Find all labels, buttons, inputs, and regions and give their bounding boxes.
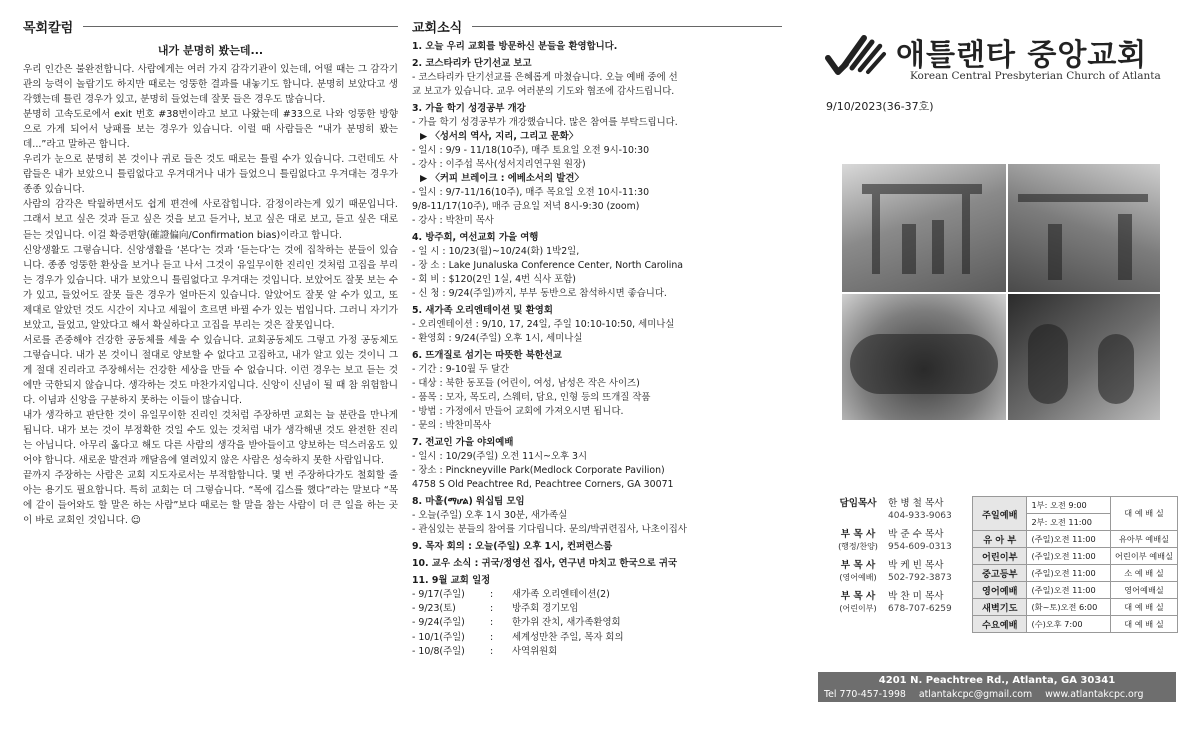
schedule-colon: :	[490, 631, 494, 643]
pastor-role-title: 부 목 사	[840, 560, 876, 571]
church-info	[806, 0, 1178, 729]
service-row	[973, 565, 1178, 582]
service-name: 영어예배	[973, 582, 1027, 599]
church-name-english: Korean Central Presbyterian Church of Atlanta	[910, 70, 1161, 82]
service-row	[973, 548, 1178, 565]
service-time: (주일)오전 11:00	[1027, 531, 1111, 548]
news-item-title: 3. 가을 학기 성경공부 개강	[412, 103, 526, 114]
pastor-role	[832, 591, 884, 615]
service-place: 유아부 예배실	[1111, 531, 1178, 548]
news-item-title: 9. 목자 회의 : 오늘(주일) 오후 1시, 컨퍼런스룸	[412, 541, 613, 552]
news-item-line: - 품목 : 모자, 목도리, 스웨터, 담요, 인형 등의 뜨개질 작품	[412, 392, 651, 403]
pastor-role	[832, 560, 884, 584]
church-address: 4201 N. Peachtree Rd., Atlanta, GA 30341	[878, 675, 1116, 686]
pastor-phone: 502-792-3873	[888, 573, 952, 583]
column-paragraph: 내가 생각하고 판단한 것이 유일무이한 진리인 것처럼 주장하면 교회는 늘 분란을 만나게 됩니다. 내가 보는 것이 부정확한 것일 수도 있는 것처럼 내가 생각해낸 것도 완전한 진리는 아닙니다. 아무리 옳다고 해도 다른 사람의 생각을 받아들이고 양보하는 덕스러움도 있어야 합니다. 새로운 발견과 깨달음에 열려있지 않은 사람은 성숙하지 못한 사람입니다.	[23, 410, 398, 467]
news-item-line: - 일 시 : 10/23(월)~10/24(화) 1박2일,	[412, 246, 580, 257]
schedule-title: 11. 9월 교회 일정	[412, 575, 491, 586]
news-item-title: 7. 전교인 가을 야외예배	[412, 437, 514, 448]
service-name: 유 아 부	[973, 531, 1027, 548]
news-item-line: - 신 청 : 9/24(주일)까지, 부부 동반으로 참석하시면 좋습니다.	[412, 288, 667, 299]
contact-line	[818, 688, 1176, 701]
news-header-label: 교회소식	[412, 20, 463, 36]
schedule-date: - 9/17(주일)	[412, 589, 465, 600]
church-name-korean: 애틀랜타 중앙교회	[896, 38, 1148, 73]
column-paragraph: 서로를 존중해야 건강한 공동체를 세울 수 있습니다. 교회공동체도 그렇고 가정 공동체도 그렇습니다. 내가 본 것이니 절대로 양보할 수 없다고 고집하고, 내가 알고 있는 것이니 그게 절대 진리라고 주장해서는 건강한 세상을 만들 수 없습니다. 이런 경우는 보고 듣는 것에만 국한되지 않습니다. 생각하는 것도 마찬가지입니다. 신앙이 신념이 될 때 참 위험합니다. 이념과 신앙을 구분하지 못하는 이들이 많습니다.	[23, 334, 398, 407]
service-time: (화~토)오전 6:00	[1027, 599, 1111, 616]
schedule-date: - 10/8(주일)	[412, 645, 465, 657]
phone-number: Tel 770-457-1998	[824, 689, 906, 700]
news-item-line: - 일시 : 10/29(주일) 오전 11시~오후 3시	[412, 451, 588, 462]
study-course-line: - 일시 : 9/7-11/16(10주), 매주 목요일 오전 10시-11:30	[412, 187, 650, 198]
service-time: (주일)오전 11:00	[1027, 565, 1111, 582]
pastor-entry	[832, 560, 980, 584]
service-time: 1부: 오전 9:00	[1027, 497, 1111, 514]
study-course-line: 9/8-11/17(10주), 매주 금요일 저녁 8시-9:30 (zoom)	[412, 201, 640, 212]
column-body	[23, 62, 398, 528]
service-name: 수요예배	[973, 616, 1027, 633]
pastor-role-sub: (행정/찬양)	[838, 542, 878, 551]
service-row	[973, 616, 1178, 633]
pastoral-column	[23, 0, 398, 528]
study-course-title: ▶ 〈커피 브레이크 : 에베소서의 발견〉	[420, 173, 584, 184]
schedule-date: - 9/24(주일)	[412, 617, 465, 629]
pastor-entry	[832, 591, 980, 615]
service-name: 주일예배	[973, 497, 1027, 531]
email-address[interactable]: atlantakcpc@gmail.com	[918, 689, 1033, 700]
news-item-line: - 가을 학기 성경공부가 개강했습니다. 많은 참여를 부탁드립니다.	[412, 117, 678, 128]
service-row	[973, 582, 1178, 599]
schedule-row	[412, 602, 782, 616]
schedule-colon: :	[490, 589, 494, 600]
news-item-line: - 오리엔테이션 : 9/10, 17, 24일, 주일 10:10-10:50, 세미나실	[412, 319, 675, 330]
pastor-role-sub: (영어예배)	[839, 573, 877, 582]
mission-photo-construction	[842, 164, 1006, 292]
news-item-line: - 방법 : 가정에서 만들어 교회에 가져오시면 됩니다.	[412, 406, 624, 417]
pastor-list	[832, 498, 980, 622]
news-item-line: - 관심있는 분들의 참여를 기다립니다. 문의/박귀련집사, 나초이집사	[412, 524, 687, 535]
news-item-title: 1. 오늘 우리 교회를 방문하신 분들을 환영합니다.	[412, 41, 618, 52]
pastor-entry	[832, 498, 980, 522]
service-row	[973, 497, 1178, 514]
schedule-event: 한가위 잔치, 새가족환영회	[512, 617, 621, 629]
schedule-row	[412, 588, 782, 602]
service-time: (주일)오전 11:00	[1027, 548, 1111, 565]
schedule-event: 방주회 경기모임	[512, 603, 579, 615]
schedule-colon: :	[490, 603, 494, 615]
pastor-phone: 954-609-0313	[888, 542, 952, 552]
service-name: 중고등부	[973, 565, 1027, 582]
column-header-label: 목회칼럼	[23, 20, 74, 36]
service-place: 대 예 배 실	[1111, 599, 1178, 616]
column-paragraph: 우리가 눈으로 분명히 본 것이나 귀로 들은 것도 때로는 틀릴 수가 있습니다. 그런데도 사람들은 내가 보았으니 틀림없다고 우겨대거나 내가 들었으니 틀림없다고 우겨대는 경우가 종종 있습니다.	[23, 154, 398, 196]
service-place: 소 예 배 실	[1111, 565, 1178, 582]
mission-photo-children	[1008, 294, 1160, 420]
service-time: (주일)오전 11:00	[1027, 582, 1111, 599]
news-item-line: - 회 비 : $120(2인 1실, 4번 식사 포함)	[412, 274, 576, 285]
schedule-row	[412, 631, 782, 645]
column-paragraph: 신앙생활도 그렇습니다. 신앙생활을 ‘본다’는 것과 ‘듣는다’는 것에 집착하는 분들이 있습니다. 종종 엉뚱한 환상을 보거나 듣고 나서 그것이 유일무이한 진리인 것처럼 고집을 부리는 경우가 있습니다. 내가 보았으니 틀림없다고 우겨대는 것입니다. 보았어도 잘못 보는 수가 있고, 들었어도 잘못 들은 경우가 얼마든지 있습니다. 알았어도 잘못 알 수가 있고, 또 제대로 알았던 것도 시간이 지나고 세월이 흐르면 바뀔 수가 있는 법입니다. 그러니 자기가 보았고, 들었고, 알았다고 해서 확실하다고 고집을 부리는 것은 잘못입니다.	[23, 244, 398, 331]
news-item-line: - 코스타리카 단기선교를 은혜롭게 마쳤습니다. 오늘 예배 중에 선	[412, 72, 678, 83]
service-place: 영어예배실	[1111, 582, 1178, 599]
news-item-line: - 환영회 : 9/24(주일) 오후 1시, 세미나실	[412, 333, 583, 344]
schedule-row	[412, 616, 782, 630]
news-item-line: - 장 소 : Lake Junaluska Conference Center, North Carolina	[412, 260, 684, 271]
news-list	[412, 40, 782, 659]
pastor-role-title: 부 목 사	[840, 591, 876, 602]
column-section-header	[23, 16, 398, 36]
news-item-title: 5. 새가족 오리엔테이션 및 환영회	[412, 305, 553, 316]
schedule-date: - 10/1(주일)	[412, 631, 465, 643]
contact-footer	[818, 672, 1176, 702]
study-course-line: - 강사 : 박찬미 목사	[412, 215, 494, 226]
worship-schedule-table	[972, 496, 1178, 633]
pastor-entry	[832, 529, 980, 553]
news-item-line: - 대상 : 북한 동포들 (어린이, 여성, 남성은 작은 사이즈)	[412, 378, 640, 389]
pastor-role	[832, 529, 884, 553]
schedule-event: 사역위원회	[512, 645, 558, 657]
news-item-line: 교 보고가 있습니다. 교우 여러분의 기도와 협조에 감사드립니다.	[412, 86, 675, 97]
pastor-name: 박 케 빈 목사	[888, 560, 944, 571]
schedule-event: 새가족 오리엔테이션(2)	[512, 589, 610, 600]
news-item-line: - 문의 : 박찬미목사	[412, 420, 491, 431]
service-name: 새벽기도	[973, 599, 1027, 616]
mission-team-group-photo	[842, 294, 1006, 420]
news-item-line: 4758 S Old Peachtree Rd, Peachtree Corners, GA 30071	[412, 479, 674, 490]
column-paragraph: 사람의 감각은 탁월하면서도 쉽게 편견에 사로잡힙니다. 감정이라는게 있기 때문입니다. 그래서 보고 싶은 것과 듣고 싶은 것을 보고 듣거나, 보고 싶은 대로 보고, 듣고 싶은 대로 듣는 것입니다. 이걸 확증편향(確證偏向/Confirmation bias)이라고 합니다.	[23, 199, 398, 241]
service-row	[973, 531, 1178, 548]
service-time: 2부: 오전 11:00	[1027, 514, 1111, 531]
pastor-role	[832, 498, 884, 522]
column-paragraph: 우리 인간은 불완전합니다. 사람에게는 여러 가지 감각기관이 있는데, 어떨 때는 그 감각기관의 능력이 놀랍기도 하지만 때로는 엉뚱한 결과를 내놓기도 합니다. 분명히 보았다고 생각했는데 틀린 경우가 있고, 분명히 들었는데 잘못 들은 경우도 많습니다.	[23, 64, 398, 106]
schedule-colon: :	[490, 617, 494, 629]
pastor-phone: 404-933-9063	[888, 511, 952, 521]
service-place: 어린이부 예배실	[1111, 548, 1178, 565]
service-place: 대 예 배 실	[1111, 497, 1178, 531]
column-title: 내가 분명히 봤는데...	[157, 44, 264, 57]
website-link[interactable]: www.atlantakcpc.org	[1045, 689, 1144, 700]
header-divider	[472, 26, 782, 27]
church-news	[412, 0, 782, 659]
pastor-info	[884, 529, 980, 553]
news-item-title: 10. 교우 소식 : 귀국/정영선 집사, 연구년 마치고 한국으로 귀국	[412, 558, 678, 569]
column-paragraph: 끝까지 주장하는 사람은 교회 지도자로서는 부적합합니다. 몇 번 주장하다가도 철회할 줄 아는 용기도 필요합니다. 특히 교회는 더 그렇습니다. “목에 깁스를 했다”라는 말보다 “목에 같이 들어와도 할 말은 하는 사람”보다 때로는 할 말을 참는 사람이 더 큰 일을 하는 곳이 바로 교회인 것입니다. ☺	[23, 470, 398, 527]
news-section-header	[412, 16, 782, 36]
pastor-name: 박 찬 미 목사	[888, 591, 944, 602]
service-name: 어린이부	[973, 548, 1027, 565]
schedule-date: - 9/23(토)	[412, 603, 456, 615]
service-time: (수)오후 7:00	[1027, 616, 1111, 633]
pastor-role-sub: (어린이부)	[839, 604, 877, 613]
schedule-colon: :	[490, 645, 494, 657]
news-item-line: - 기간 : 9-10월 두 달간	[412, 364, 510, 375]
news-item-title: 6. 뜨개질로 섬기는 따뜻한 북한선교	[412, 350, 562, 361]
news-item-title: 8. 마홀(ማሆል) 워십팀 모임	[412, 496, 525, 507]
header-divider	[83, 26, 398, 27]
service-row	[973, 599, 1178, 616]
service-place: 대 예 배 실	[1111, 616, 1178, 633]
pastor-name: 박 준 수 목사	[888, 529, 944, 540]
church-logo	[824, 28, 1174, 88]
mission-photo-workers	[1008, 164, 1160, 292]
study-course-line: - 강사 : 이주섭 목사(성서지리연구원 원장)	[412, 159, 586, 170]
pastor-role-title: 부 목 사	[840, 529, 876, 540]
pastor-info	[884, 591, 980, 615]
news-item-title: 4. 방주회, 여선교회 가을 여행	[412, 232, 539, 243]
news-item-title: 2. 코스타리카 단기선교 보고	[412, 58, 532, 69]
news-item-line: - 오늘(주일) 오후 1시 30분, 새가족실	[412, 510, 568, 521]
pastor-info	[884, 560, 980, 584]
schedule-row	[412, 645, 782, 659]
hand-logo-icon	[824, 28, 888, 82]
news-item-line: - 장소 : Pinckneyville Park(Medlock Corporate Pavilion)	[412, 465, 665, 476]
photo-collage	[842, 164, 1160, 420]
study-course-title: ▶ 〈성서의 역사, 지리, 그리고 문화〉	[420, 131, 579, 142]
issue-date: 9/10/2023(36-37호)	[826, 100, 934, 113]
pastor-role-title: 담임목사	[839, 498, 877, 509]
pastor-name: 한 병 철 목사	[888, 498, 944, 509]
pastor-phone: 678-707-6259	[888, 604, 952, 614]
schedule-event: 세계성만찬 주일, 목자 회의	[512, 631, 624, 643]
column-paragraph: 분명히 고속도로에서 exit 번호 #38번이라고 보고 나왔는데 #33으로 나와 엉뚱한 방향으로 가게 되어서 낭패를 보는 경우가 있습니다. 이럴 때 사람들은 “내가 분명히 봤는데...”라고 말하곤 합니다.	[23, 109, 398, 151]
pastor-info	[884, 498, 980, 522]
study-course-line: - 일시 : 9/9 - 11/18(10주), 매주 토요일 오전 9시-10:30	[412, 145, 650, 156]
